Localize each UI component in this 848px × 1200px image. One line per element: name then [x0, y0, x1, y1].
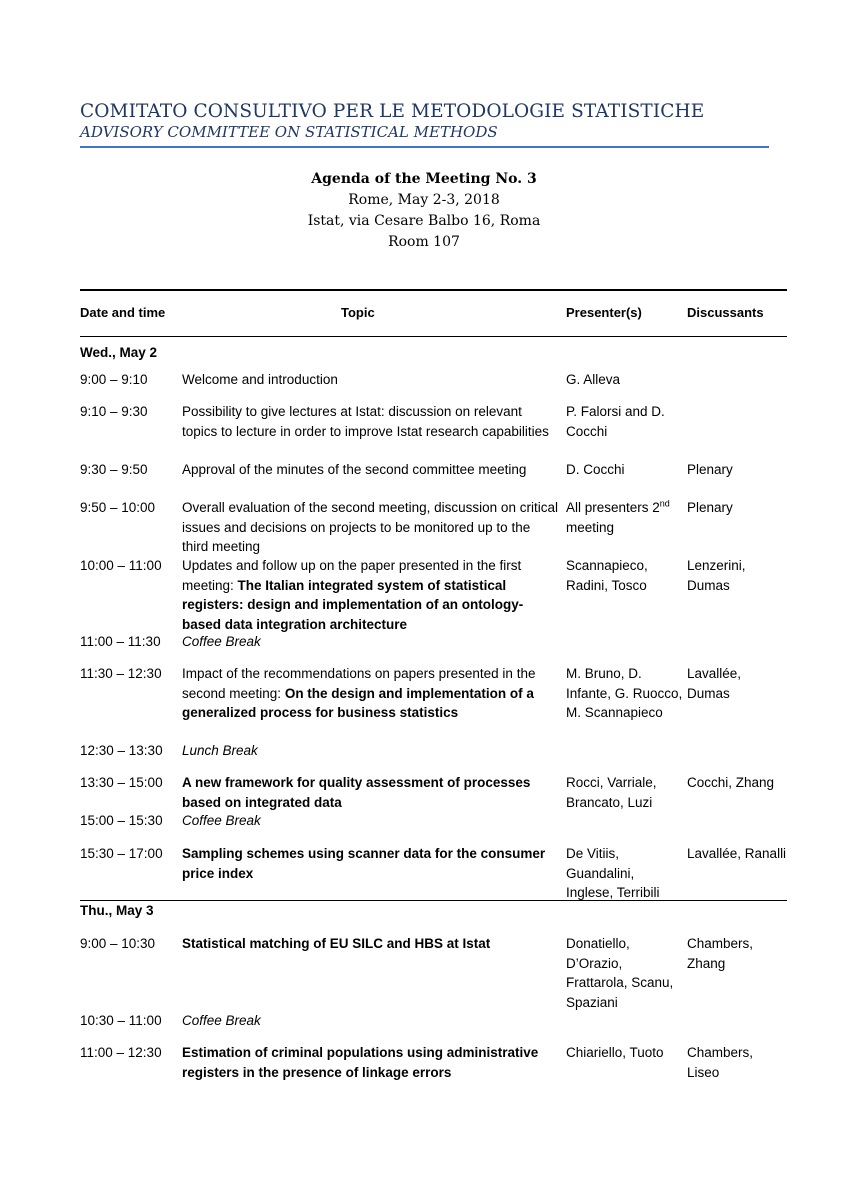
day-divider [80, 900, 787, 901]
row-time: 10:00 – 11:00 [80, 558, 162, 573]
row-presenters: Donatiello, D’Orazio, Frattarola, Scanu, Spaziani [566, 936, 674, 1010]
table-top-rule [80, 289, 787, 291]
row-topic: Welcome and introduction [182, 372, 338, 387]
row-time: 9:10 – 9:30 [80, 404, 148, 419]
committee-name-english: ADVISORY COMMITTEE ON STATISTICAL METHODS [80, 123, 498, 141]
topic-intro: Impact of the recommendations on papers presented in the second meeting: [182, 666, 536, 701]
row-topic: Coffee Break [182, 1013, 261, 1028]
header-presenters: Presenter(s) [566, 305, 642, 320]
row-discussants: Lavallée, Ranalli [687, 846, 787, 861]
topic-intro: Updates and follow up on the paper presented in the first meeting: [182, 558, 522, 593]
row-topic: Approval of the minutes of the second committee meeting [182, 462, 527, 477]
presenters-text: All presenters 2 [566, 500, 660, 515]
day-label: Thu., May 3 [80, 903, 154, 918]
row-presenters: D. Cocchi [566, 462, 625, 477]
meeting-info [0, 169, 848, 253]
row-presenters: M. Bruno, D. Infante, G. Ruocco, M. Scannapieco [566, 666, 683, 720]
row-topic: Coffee Break [182, 813, 261, 828]
meeting-place-date: Rome, May 2-3, 2018 [348, 192, 500, 208]
meeting-room: Room 107 [388, 234, 460, 250]
row-topic: Estimation of criminal populations using administrative registers in the presence of linkage errors [182, 1045, 539, 1080]
header-divider [80, 146, 769, 148]
row-time: 13:30 – 15:00 [80, 775, 163, 790]
row-discussants: Cocchi, Zhang [687, 775, 775, 790]
row-topic: Lunch Break [182, 743, 258, 758]
row-presenters: Chiariello, Tuoto [566, 1045, 664, 1060]
row-time: 9:30 – 9:50 [80, 462, 148, 477]
row-discussants: Plenary [687, 462, 733, 477]
row-time: 9:00 – 9:10 [80, 372, 148, 387]
day-label: Wed., May 2 [80, 345, 158, 360]
row-time: 15:30 – 17:00 [80, 846, 163, 861]
row-topic: Possibility to give lectures at Istat: discussion on relevant topics to lecture in order to improve Istat research capabilities [182, 404, 549, 439]
row-time: 15:00 – 15:30 [80, 813, 163, 828]
row-time: 11:00 – 12:30 [80, 1045, 162, 1060]
committee-name-italian: COMITATO CONSULTIVO PER LE METODOLOGIE STATISTICHE [80, 101, 705, 122]
row-discussants: Chambers, Zhang [687, 936, 754, 971]
row-presenters: G. Alleva [566, 372, 621, 387]
row-topic: Statistical matching of EU SILC and HBS at Istat [182, 936, 491, 951]
row-time: 11:00 – 11:30 [80, 634, 161, 649]
row-time: 11:30 – 12:30 [80, 666, 162, 681]
paper-title: On the design and implementation of a generalized process for business statistics [182, 685, 534, 720]
header-topic: Topic [341, 305, 375, 320]
row-time: 12:30 – 13:30 [80, 743, 163, 758]
agenda-title: Agenda of the Meeting No. 3 [311, 171, 537, 187]
row-topic: Coffee Break [182, 634, 261, 649]
row-topic: Sampling schemes using scanner data for the consumer price index [182, 846, 546, 881]
row-discussants: Lenzerini, Dumas [687, 558, 746, 593]
paper-title: The Italian integrated system of statistical registers: design and implementation of an ontology-based data integration architecture [182, 577, 524, 632]
header-date-time: Date and time [80, 305, 166, 320]
row-topic [182, 556, 558, 634]
row-presenters: Rocci, Varriale, Brancato, Luzi [566, 775, 657, 810]
presenters-text-end: meeting [566, 519, 615, 535]
row-time: 9:00 – 10:30 [80, 936, 156, 951]
row-time: 10:30 – 11:00 [80, 1013, 162, 1028]
row-topic [182, 664, 558, 723]
row-presenters: P. Falorsi and D. Cocchi [566, 404, 665, 439]
row-topic: Overall evaluation of the second meeting, discussion on critical issues and decisions on projects to be monitored up to the third meeting [182, 500, 558, 554]
row-presenters: De Vitiis, Guandalini, Inglese, Terribili [566, 846, 660, 900]
header-discussants: Discussants [687, 305, 764, 320]
row-presenters: Scannapieco, Radini, Tosco [566, 558, 648, 593]
table-header-rule [80, 336, 787, 337]
row-discussants: Plenary [687, 500, 733, 515]
meeting-address: Istat, via Cesare Balbo 16, Roma [307, 213, 541, 229]
row-topic: A new framework for quality assessment of processes based on integrated data [182, 775, 531, 810]
ordinal-suffix: nd [659, 498, 670, 509]
row-presenters [566, 498, 684, 537]
row-discussants: Chambers, Liseo [687, 1045, 754, 1080]
row-discussants: Lavallée, Dumas [687, 666, 742, 701]
row-time: 9:50 – 10:00 [80, 500, 156, 515]
